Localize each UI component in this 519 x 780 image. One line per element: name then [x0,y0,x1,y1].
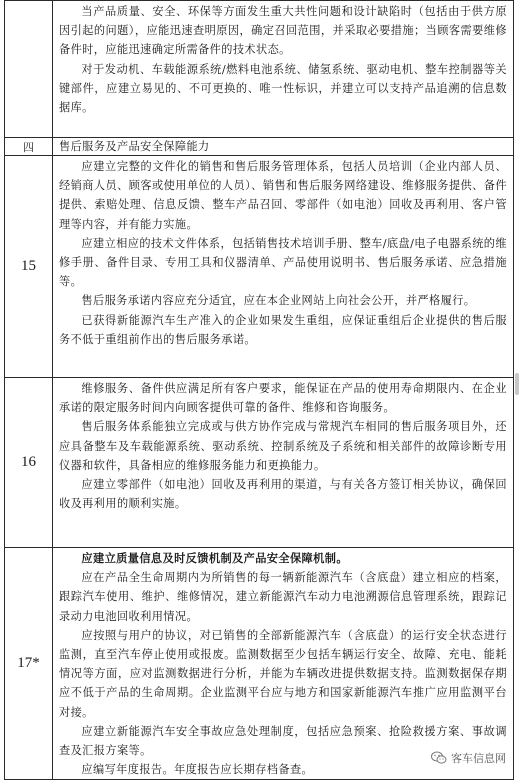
table-row-17 [5,548,514,780]
paragraph: 已获得新能源汽车生产准入的企业如果发生重组，应保证重组后企业提供的售后服务不低于重组前作出的售后服务承诺。 [59,313,507,346]
page-scroll-handle[interactable] [515,373,519,395]
document-table [4,0,514,780]
content-cell [53,378,514,548]
table-row-top [5,1,514,138]
item-number: 17* [5,548,53,780]
item-number: 16 [5,378,53,548]
paragraph: 当产品质量、安全、环保等方面发生重大共性问题和设计缺陷时（包括由于供方原因引起的问题），应能迅速查明原因，确定召回范围，并采取必要措施；当顾客需要维修备件时，应能迅速确定所需备件的技术状态。 [59,5,507,57]
paragraph: 应编写年度报告。年度报告应长期存档备查。 [81,763,314,777]
content-cell [53,548,514,780]
section-heading-row [5,138,514,156]
section-title: 售后服务及产品安全保障能力 [59,140,210,153]
watermark [428,749,509,767]
paragraph: 应建立零部件（如电池）回收及再利用的渠道，与有关各方签订相关协议，确保回收及再利用的顺利实施。 [59,478,507,511]
table-row-16 [5,378,514,548]
paragraph: 对于发动机、车载能源系统/燃料电池系统、储氢系统、驱动电机、整车控制器等关键部件，应建立易见的、不可更换的、唯一性标识，并建立可以支持产品追溯的信息数据库。 [59,62,507,115]
paragraph: 应建立新能源汽车安全事故应急处理制度，包括应急预案、抢险救援方案、事故调查及汇报方案等。 [59,724,507,758]
paragraph: 应建立完整的文件化的销售和售后服务管理体系，包括人员培训（企业内部人员、经销商人员、顾客或使用单位的人员）、销售和售后服务网络建设、维修服务提供、备件提供、索赔处理、信息反馈、整车产品召回、零部件（如电池）回收及再利用、客户管理等内容，并有能力实施。 [59,160,507,231]
item-number: 15 [5,156,53,378]
paragraph: 应按照与用户的协议，对已销售的全部新能源汽车（含底盘）的运行安全状态进行监测，直至汽车停止使用或报废。监测数据至少包括车辆运行安全、故障、充电、能耗情况等方面，应对监测数据进行分析，并能为车辆改进提供数据支持。监测数据保存期应不低于产品的生命周期。企业监测平台应与地方和国家新能源汽车推广应用监测平台对接。 [59,628,507,719]
row-number-cell [5,1,53,138]
table-row-15 [5,156,514,378]
paragraph: 维修服务、备件供应满足所有客户要求，能保证在产品的使用寿命期限内、在企业承诺的限定服务时间内向顾客提供可靠的备件、维修和咨询服务。 [59,382,507,415]
paragraph: 应在产品全生命周期内为所销售的每一辆新能源汽车（含底盘）建立相应的档案，跟踪汽车使用、维护、维修情况，建立新能源汽车动力电池溯源信息管理系统，跟踪记录动力电池回收利用情况。 [59,571,507,623]
content-cell [53,156,514,378]
paragraph: 应建立相应的技术文件体系，包括销售技术培训手册、整车/底盘/电子电器系统的维修手册、备件目录、专用工具和仪器清单、产品使用说明书、售后服务承诺、应急措施等。 [59,236,507,289]
section-number: 四 [5,138,53,156]
watermark-text: 客车信息网 [451,752,506,765]
wechat-icon [431,751,447,765]
paragraph: 售后服务体系能独立完成或与供方协作完成与常规汽车相同的售后服务项目外，还应具备整车及车载能源系统、驱动系统、控制系统及子系统和相关部件的故障诊断专用仪器和软件，具备相应的维修服务能力和更换能力。 [59,420,507,472]
paragraph: 应建立质量信息及时反馈机制及产品安全保障机制。 [81,551,348,565]
paragraph: 售后服务承诺内容应充分适宜，应在本企业网站上向社会公开，并严格履行。 [81,294,476,308]
content-cell [53,1,514,138]
section-title-cell [53,138,514,156]
